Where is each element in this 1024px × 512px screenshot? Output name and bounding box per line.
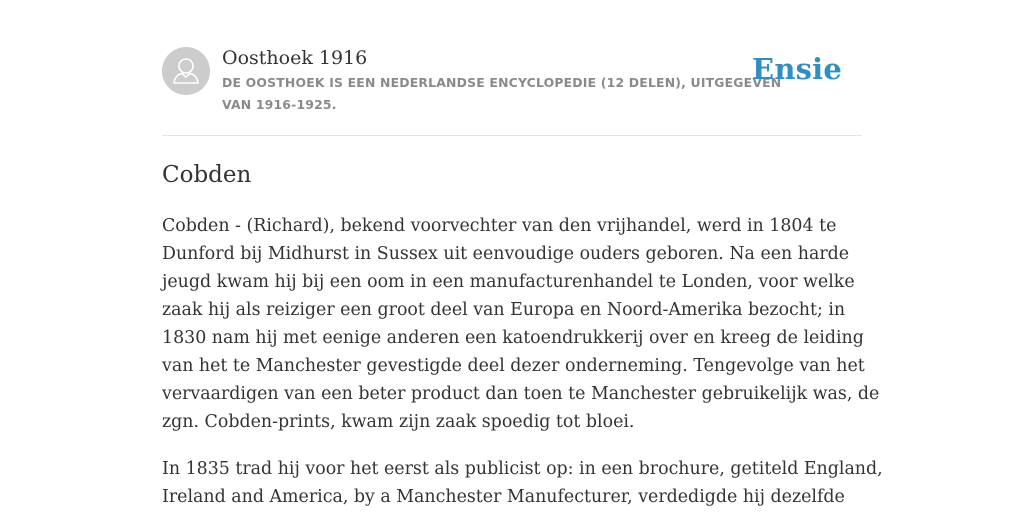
article-paragraph — [162, 212, 880, 436]
article-page — [162, 0, 883, 512]
paragraph-line: Dunford bij Midhurst in Sussex uit eenvoudige ouders geboren. Na een harde — [162, 244, 850, 264]
paragraph-line: jeugd kwam hij bij een oom in een manufacturenhandel te Londen, voor welke — [162, 272, 855, 292]
paragraph-line: Cobden - (Richard), bekend voorvechter van den vrijhandel, werd in 1804 te — [162, 216, 837, 236]
source-avatar[interactable] — [162, 47, 210, 95]
paragraph-line: Ireland and America, by a Manchester Manufecturer, verdedigde hij dezelfde — [162, 487, 845, 507]
paragraph-line: zaak hij als reiziger een groot deel van Europa en Noord-Amerika bezocht; in — [162, 300, 846, 320]
source-header — [162, 47, 862, 117]
paragraph-line: 1830 nam hij met eenige anderen een katoendrukkerij over en kreeg de leiding — [162, 328, 864, 348]
article-title: Cobden — [162, 162, 252, 188]
source-description — [222, 72, 782, 116]
source-title[interactable]: Oosthoek 1916 — [222, 47, 368, 69]
paragraph-line: van het te Manchester gevestigde deel dezer onderneming. Tengevolge van het — [162, 356, 865, 376]
user-silhouette-icon — [162, 47, 210, 95]
source-description-line: VAN 1916-1925. — [222, 97, 337, 112]
paragraph-line: zgn. Cobden-prints, kwam zijn zaak spoedig tot bloei. — [162, 412, 635, 432]
paragraph-line: vervaardigen van een beter product dan toen te Manchester gebruikelijk was, de — [162, 384, 880, 404]
ensie-logo-link[interactable]: Ensie — [752, 52, 842, 86]
source-description-line: DE OOSTHOEK IS EEN NEDERLANDSE ENCYCLOPEDIE (12 DELEN), UITGEGEVEN — [222, 75, 782, 90]
header-divider — [162, 135, 862, 136]
article-paragraph — [162, 455, 883, 511]
paragraph-line: In 1835 trad hij voor het eerst als publicist op: in een brochure, getiteld England, — [162, 459, 883, 479]
